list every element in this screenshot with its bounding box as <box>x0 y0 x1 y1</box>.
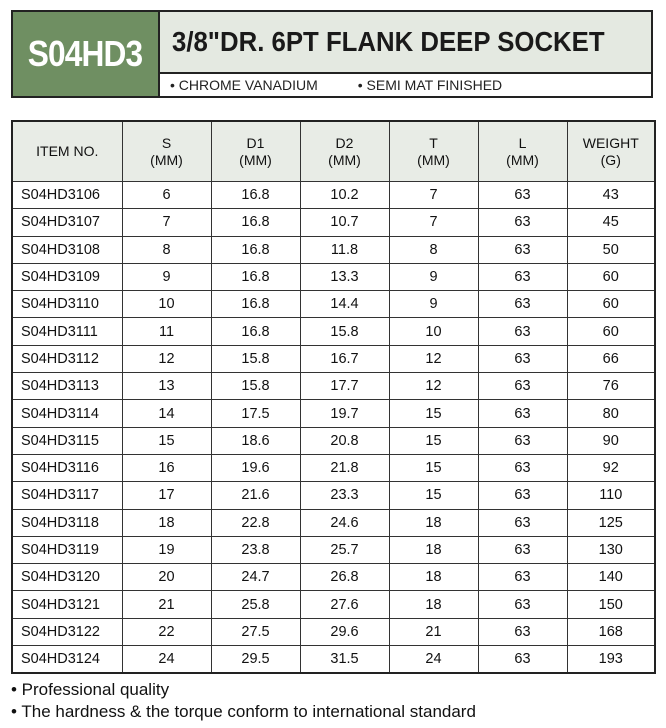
spec-cell: 63 <box>478 345 567 372</box>
spec-cell: 29.5 <box>211 646 300 674</box>
spec-cell: 13 <box>122 373 211 400</box>
spec-cell: 17.5 <box>211 400 300 427</box>
item-number-cell: S04HD3110 <box>12 291 122 318</box>
table-header-row <box>12 121 655 182</box>
column-header-label: D2 <box>335 134 354 151</box>
spec-cell: 21 <box>389 618 478 645</box>
spec-cell: 63 <box>478 182 567 209</box>
spec-cell: 63 <box>478 618 567 645</box>
spec-cell: 29.6 <box>300 618 389 645</box>
spec-cell: 7 <box>122 209 211 236</box>
spec-cell: 27.6 <box>300 591 389 618</box>
product-code-box <box>13 12 160 96</box>
spec-cell: 63 <box>478 591 567 618</box>
spec-cell: 16.8 <box>211 291 300 318</box>
column-header-label: D1 <box>246 134 265 151</box>
spec-cell: 15 <box>389 482 478 509</box>
item-number-cell: S04HD3122 <box>12 618 122 645</box>
spec-cell: 10.2 <box>300 182 389 209</box>
spec-cell: 60 <box>567 263 655 290</box>
column-header-label: L <box>518 134 527 151</box>
spec-cell: 18 <box>389 536 478 563</box>
spec-cell: 25.8 <box>211 591 300 618</box>
item-number-cell: S04HD3108 <box>12 236 122 263</box>
spec-cell: 25.7 <box>300 536 389 563</box>
column-header-label: WEIGHT <box>582 134 639 151</box>
note-standard-conformance: • The hardness & the torque conform to international standard <box>11 702 476 721</box>
table-row <box>12 618 655 645</box>
spec-table <box>11 120 656 674</box>
spec-cell: 22.8 <box>211 509 300 536</box>
spec-cell: 22 <box>122 618 211 645</box>
column-header-unit: (MM) <box>506 151 539 168</box>
spec-cell: 18.6 <box>211 427 300 454</box>
spec-cell: 9 <box>122 263 211 290</box>
column-header-label: ITEM NO. <box>36 143 99 159</box>
column-header-s <box>122 121 211 182</box>
spec-cell: 14.4 <box>300 291 389 318</box>
spec-cell: 125 <box>567 509 655 536</box>
title-area <box>160 12 651 96</box>
column-header-label: S <box>161 134 172 151</box>
spec-cell: 10 <box>122 291 211 318</box>
spec-cell: 16.7 <box>300 345 389 372</box>
spec-cell: 63 <box>478 400 567 427</box>
spec-cell: 168 <box>567 618 655 645</box>
spec-cell: 20 <box>122 564 211 591</box>
spec-cell: 63 <box>478 482 567 509</box>
table-row <box>12 263 655 290</box>
table-row <box>12 454 655 481</box>
spec-cell: 16.8 <box>211 318 300 345</box>
spec-cell: 76 <box>567 373 655 400</box>
table-row <box>12 291 655 318</box>
table-row <box>12 482 655 509</box>
spec-cell: 63 <box>478 427 567 454</box>
product-title: 3/8"DR. 6PT FLANK DEEP SOCKET <box>172 26 605 57</box>
table-body <box>12 182 655 674</box>
spec-cell: 16.8 <box>211 182 300 209</box>
spec-cell: 16.8 <box>211 209 300 236</box>
spec-cell: 16 <box>122 454 211 481</box>
column-header-item-no <box>12 121 122 182</box>
item-number-cell: S04HD3114 <box>12 400 122 427</box>
spec-cell: 63 <box>478 318 567 345</box>
column-header-unit: (MM) <box>417 151 450 168</box>
column-header-label: T <box>429 134 438 151</box>
spec-cell: 6 <box>122 182 211 209</box>
spec-cell: 193 <box>567 646 655 674</box>
spec-cell: 63 <box>478 373 567 400</box>
table-row <box>12 646 655 674</box>
spec-cell: 63 <box>478 291 567 318</box>
spec-cell: 10 <box>389 318 478 345</box>
spec-cell: 17 <box>122 482 211 509</box>
spec-cell: 16.8 <box>211 236 300 263</box>
spec-cell: 63 <box>478 646 567 674</box>
spec-cell: 11 <box>122 318 211 345</box>
spec-cell: 43 <box>567 182 655 209</box>
column-header-weight <box>567 121 655 182</box>
table-row <box>12 209 655 236</box>
spec-cell: 12 <box>389 345 478 372</box>
spec-cell: 23.3 <box>300 482 389 509</box>
notes <box>11 679 476 723</box>
spec-cell: 13.3 <box>300 263 389 290</box>
spec-cell: 18 <box>122 509 211 536</box>
spec-cell: 63 <box>478 454 567 481</box>
item-number-cell: S04HD3117 <box>12 482 122 509</box>
spec-cell: 8 <box>389 236 478 263</box>
spec-cell: 15 <box>389 400 478 427</box>
product-code: S04HD3 <box>28 33 143 74</box>
spec-cell: 27.5 <box>211 618 300 645</box>
column-header-d2 <box>300 121 389 182</box>
column-header-unit: (MM) <box>150 151 183 168</box>
item-number-cell: S04HD3118 <box>12 509 122 536</box>
spec-cell: 26.8 <box>300 564 389 591</box>
item-number-cell: S04HD3120 <box>12 564 122 591</box>
spec-cell: 24 <box>389 646 478 674</box>
feature-list <box>160 74 651 96</box>
item-number-cell: S04HD3115 <box>12 427 122 454</box>
spec-cell: 7 <box>389 209 478 236</box>
spec-cell: 15 <box>122 427 211 454</box>
column-header-unit: (MM) <box>239 151 272 168</box>
spec-cell: 12 <box>389 373 478 400</box>
spec-cell: 63 <box>478 263 567 290</box>
spec-cell: 9 <box>389 291 478 318</box>
table-row <box>12 318 655 345</box>
table-row <box>12 564 655 591</box>
spec-cell: 110 <box>567 482 655 509</box>
table-row <box>12 182 655 209</box>
spec-cell: 24 <box>122 646 211 674</box>
spec-cell: 21.6 <box>211 482 300 509</box>
note-professional-quality: • Professional quality <box>11 680 170 699</box>
spec-cell: 21.8 <box>300 454 389 481</box>
spec-cell: 18 <box>389 591 478 618</box>
spec-cell: 50 <box>567 236 655 263</box>
feature-semi-mat-finished: • SEMI MAT FINISHED <box>357 77 503 93</box>
spec-cell: 15.8 <box>211 345 300 372</box>
spec-cell: 150 <box>567 591 655 618</box>
spec-cell: 63 <box>478 536 567 563</box>
table-row <box>12 536 655 563</box>
spec-cell: 63 <box>478 236 567 263</box>
table-row <box>12 400 655 427</box>
spec-cell: 24.7 <box>211 564 300 591</box>
spec-cell: 63 <box>478 209 567 236</box>
table-row <box>12 509 655 536</box>
item-number-cell: S04HD3124 <box>12 646 122 674</box>
spec-cell: 15 <box>389 427 478 454</box>
spec-cell: 23.8 <box>211 536 300 563</box>
table-row <box>12 345 655 372</box>
spec-cell: 19.7 <box>300 400 389 427</box>
spec-cell: 12 <box>122 345 211 372</box>
table-row <box>12 373 655 400</box>
spec-cell: 130 <box>567 536 655 563</box>
column-header-unit: (G) <box>600 151 621 168</box>
spec-cell: 11.8 <box>300 236 389 263</box>
feature-chrome-vanadium: • CHROME VANADIUM <box>170 77 318 93</box>
column-header-t <box>389 121 478 182</box>
item-number-cell: S04HD3119 <box>12 536 122 563</box>
spec-cell: 140 <box>567 564 655 591</box>
item-number-cell: S04HD3111 <box>12 318 122 345</box>
spec-cell: 19.6 <box>211 454 300 481</box>
spec-cell: 10.7 <box>300 209 389 236</box>
table-row <box>12 427 655 454</box>
spec-cell: 63 <box>478 564 567 591</box>
column-header-unit: (MM) <box>328 151 361 168</box>
spec-cell: 17.7 <box>300 373 389 400</box>
item-number-cell: S04HD3121 <box>12 591 122 618</box>
spec-cell: 8 <box>122 236 211 263</box>
item-number-cell: S04HD3109 <box>12 263 122 290</box>
product-header <box>11 10 653 98</box>
spec-cell: 20.8 <box>300 427 389 454</box>
spec-cell: 21 <box>122 591 211 618</box>
item-number-cell: S04HD3107 <box>12 209 122 236</box>
spec-cell: 15 <box>389 454 478 481</box>
item-number-cell: S04HD3113 <box>12 373 122 400</box>
spec-cell: 18 <box>389 564 478 591</box>
item-number-cell: S04HD3106 <box>12 182 122 209</box>
spec-cell: 80 <box>567 400 655 427</box>
item-number-cell: S04HD3116 <box>12 454 122 481</box>
column-header-l <box>478 121 567 182</box>
spec-cell: 7 <box>389 182 478 209</box>
spec-cell: 16.8 <box>211 263 300 290</box>
spec-cell: 15.8 <box>211 373 300 400</box>
item-number-cell: S04HD3112 <box>12 345 122 372</box>
title-bar <box>160 12 651 74</box>
column-header-d1 <box>211 121 300 182</box>
spec-cell: 45 <box>567 209 655 236</box>
spec-cell: 66 <box>567 345 655 372</box>
table-row <box>12 236 655 263</box>
table-row <box>12 591 655 618</box>
spec-cell: 18 <box>389 509 478 536</box>
spec-cell: 15.8 <box>300 318 389 345</box>
spec-cell: 90 <box>567 427 655 454</box>
spec-cell: 31.5 <box>300 646 389 674</box>
spec-cell: 14 <box>122 400 211 427</box>
spec-cell: 60 <box>567 291 655 318</box>
spec-cell: 63 <box>478 509 567 536</box>
spec-cell: 92 <box>567 454 655 481</box>
spec-cell: 9 <box>389 263 478 290</box>
spec-cell: 19 <box>122 536 211 563</box>
spec-cell: 60 <box>567 318 655 345</box>
spec-cell: 24.6 <box>300 509 389 536</box>
